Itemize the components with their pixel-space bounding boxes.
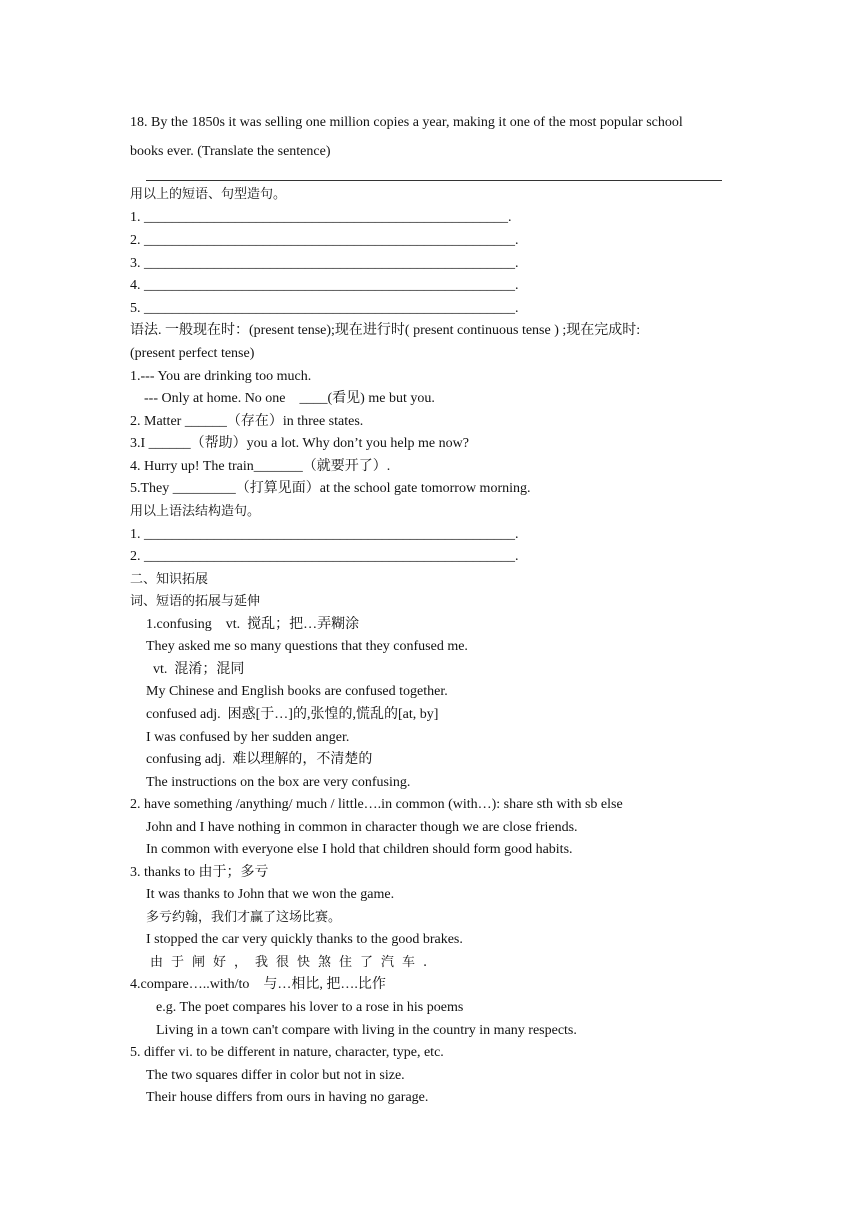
grammar-item-5: 5.They _________（打算见面）at the school gate tomorrow morning. (130, 481, 531, 496)
entry-differ-example-2: Their house differs from ours in having no garage. (146, 1090, 429, 1105)
entry-confusing-adj: confusing adj. 难以理解的，不清楚的 (146, 752, 373, 767)
grammar-item-3: 3.I ______（帮助）you a lot. Why don’t you help me now? (130, 436, 469, 451)
grammar-item-1b: --- Only at home. No one ____(看见) me but you. (130, 391, 435, 406)
phrase-blank-3: 3. _____________________________________________________. (130, 256, 519, 271)
phrase-blank-4: 4. _____________________________________________________. (130, 278, 519, 293)
entry-confuse-example-2: My Chinese and English books are confused together. (146, 684, 448, 699)
entry-confusing-example-1: They asked me so many questions that they confused me. (146, 639, 468, 654)
entry-compare-example-2: Living in a town can't compare with living in the country in many respects. (156, 1023, 577, 1038)
entry-differ-heading: 5. differ vi. to be different in nature, character, type, etc. (130, 1045, 444, 1060)
entry-thanks-to-example-1: It was thanks to John that we won the game. (146, 887, 395, 902)
entry-thanks-to-translation-2: 由于闸好，我很快煞住了汽车. (150, 955, 436, 970)
entry-confuse-sense-2: vt. 混淆；混同 (153, 662, 245, 677)
entry-confusing-heading: 1.confusing vt. 搅乱；把…弄糊涂 (146, 617, 360, 632)
grammar-blank-2: 2. _____________________________________________________. (130, 549, 519, 564)
phrase-section-title: 用以上的短语、句型造句。 (130, 187, 287, 202)
phrase-blank-5: 5. _____________________________________________________. (130, 301, 519, 316)
knowledge-subtitle: 词、短语的拓展与延伸 (130, 594, 261, 609)
grammar-heading-line-2: (present perfect tense) (130, 346, 255, 361)
entry-confusing-adj-example: The instructions on the box are very confusing. (146, 775, 411, 790)
entry-thanks-to-example-2: I stopped the car very quickly thanks to the good brakes. (146, 932, 463, 947)
entry-differ-example-1: The two squares differ in color but not in size. (146, 1068, 405, 1083)
phrase-blank-1: 1. ____________________________________________________. (130, 210, 512, 225)
entry-in-common-example-2: In common with everyone else I hold that children should form good habits. (146, 842, 573, 857)
entry-compare-example-1: e.g. The poet compares his lover to a rose in his poems (156, 1000, 464, 1015)
entry-in-common-example-1: John and I have nothing in common in character though we are close friends. (146, 820, 578, 835)
grammar-item-1a: 1.--- You are drinking too much. (130, 369, 312, 384)
grammar-heading-line-1: 语法. 一般现在时：(present tense);现在进行时( present continuous tense ) ;现在完成时: (130, 323, 641, 338)
entry-thanks-to-translation-1: 多亏约翰，我们才赢了这场比赛。 (146, 910, 342, 925)
knowledge-section-title: 二、知识拓展 (130, 572, 209, 587)
question-18-line-1: 18. By the 1850s it was selling one million copies a year, making it one of the most popular school (130, 115, 683, 130)
grammar-item-4: 4. Hurry up! The train_______（就要开了）. (130, 459, 391, 474)
translation-answer-line (146, 180, 722, 181)
grammar-blank-1: 1. _____________________________________________________. (130, 527, 519, 542)
entry-compare-heading: 4.compare…..with/to 与…相比, 把….比作 (130, 977, 386, 992)
entry-in-common-heading: 2. have something /anything/ much / little….in common (with…): share sth with sb else (130, 797, 623, 812)
grammar-structure-title: 用以上语法结构造句。 (130, 504, 261, 519)
entry-confused-adj: confused adj. 困惑[于…]的,张惶的,慌乱的[at, by] (146, 707, 439, 722)
entry-confused-example: I was confused by her sudden anger. (146, 730, 350, 745)
grammar-item-2: 2. Matter ______（存在）in three states. (130, 414, 364, 429)
entry-thanks-to-heading: 3. thanks to 由于；多亏 (130, 865, 269, 880)
question-18-line-2: books ever. (Translate the sentence) (130, 144, 331, 159)
phrase-blank-2: 2. _____________________________________________________. (130, 233, 519, 248)
